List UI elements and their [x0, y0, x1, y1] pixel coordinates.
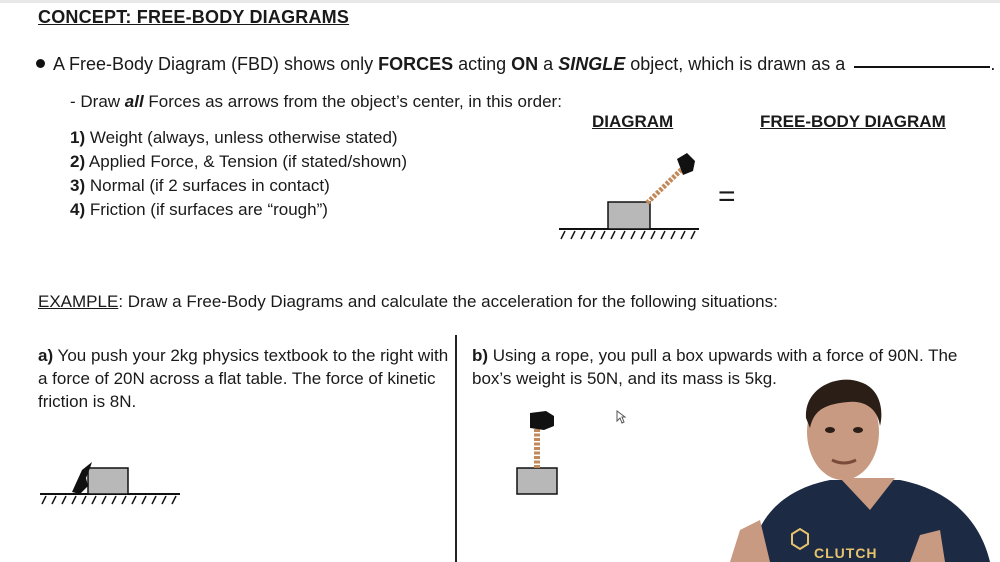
intro-part4: object, which is drawn as a — [625, 54, 851, 74]
example-label: EXAMPLE — [38, 292, 119, 311]
problem-a-label: a) — [38, 346, 54, 365]
intro-end: . — [990, 54, 996, 74]
intro-forces: FORCES — [378, 54, 454, 74]
column-divider — [455, 335, 457, 562]
problem-a: a) You push your 2kg physics textbook to the right with a force of 20N across a flat table. The force of kinetic friction is 8N. — [38, 346, 449, 411]
book-box — [88, 468, 128, 494]
draw-prefix: - Draw — [70, 92, 125, 111]
left-eye — [825, 427, 835, 433]
draw-suffix: Forces as arrows from the object’s center, in this order: — [143, 92, 562, 111]
top-rule — [0, 0, 1000, 3]
draw-all: all — [124, 92, 144, 111]
shirt-text: CLUTCH — [814, 545, 878, 561]
draw-instruction — [70, 92, 562, 112]
right-eye — [853, 427, 863, 433]
intro-on: ON — [511, 54, 539, 74]
ground-hatching — [561, 231, 695, 239]
list-item: 4) Friction (if surfaces are “rough”) — [70, 200, 328, 219]
ground-hatching — [42, 496, 176, 504]
fbd-header: FREE-BODY DIAGRAM — [760, 112, 946, 131]
intro-bullet — [36, 54, 995, 75]
list-item: 2) Applied Force, & Tension (if stated/shown) — [70, 152, 408, 171]
list-item: 1) Weight (always, unless otherwise stated) — [70, 128, 398, 147]
intro-part1: A Free-Body Diagram (FBD) shows only — [53, 54, 379, 74]
box — [608, 202, 650, 229]
diagram-header: DIAGRAM — [592, 112, 674, 131]
page-title: CONCEPT: FREE-BODY DIAGRAMS — [38, 7, 350, 27]
equals-sign: = — [718, 180, 736, 213]
problem-b-label: b) — [472, 346, 489, 365]
mouse-cursor-icon — [616, 410, 626, 424]
presenter-video — [730, 370, 1000, 562]
example-text: : Draw a Free-Body Diagrams and calculate the acceleration for the following situations: — [118, 292, 778, 311]
intro-single: SINGLE — [558, 54, 626, 74]
problem-a-diagram — [38, 456, 188, 511]
list-item: 3) Normal (if 2 surfaces in contact) — [70, 176, 330, 195]
box — [517, 468, 557, 494]
rope — [647, 169, 682, 203]
force-order-list — [70, 126, 407, 222]
problem-b: b) Using a rope, you pull a box upwards with a force of 90N. The box’s weight is 50N, and its mass is 5kg. — [472, 346, 958, 388]
intro-part3: a — [538, 54, 559, 74]
fill-in-blank — [854, 66, 990, 68]
hand-icon — [530, 411, 554, 430]
bullet-icon — [36, 59, 45, 68]
problem-b-diagram — [510, 408, 570, 500]
intro-part2: acting — [453, 54, 512, 74]
concept-diagram — [555, 145, 705, 245]
example-line — [38, 292, 778, 312]
